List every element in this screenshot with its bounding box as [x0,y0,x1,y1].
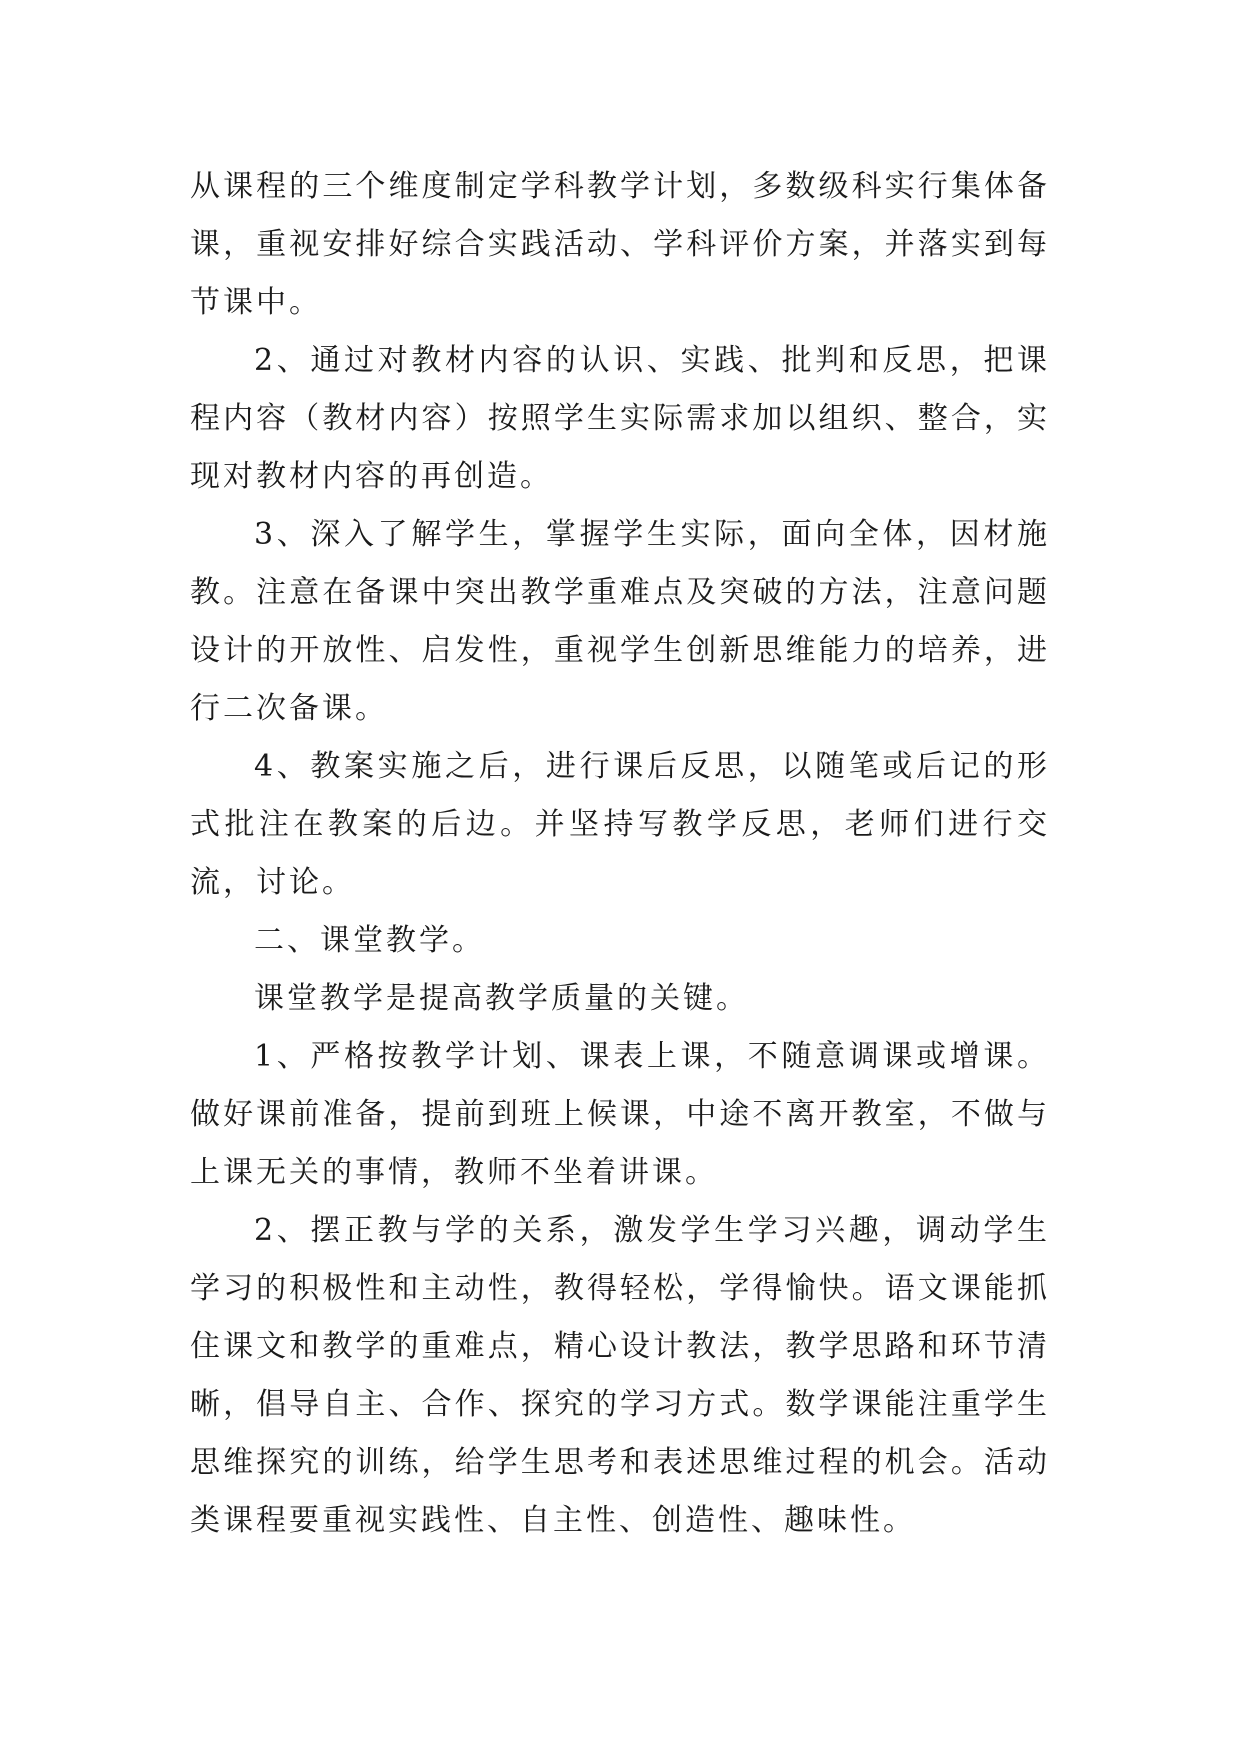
paragraph-item-1: 1、严格按教学计划、课表上课，不随意调课或增课。做好课前准备，提前到班上候课，中途不离开教室，不做与上课无关的事情，教师不坐着讲课。 [190,1039,1050,1190]
paragraph-item-4: 4、教案实施之后，进行课后反思，以随笔或后记的形式批注在教案的后边。并坚持写教学反思，老师们进行交流，讨论。 [190,749,1050,900]
paragraph-continuation: 从课程的三个维度制定学科教学计划，多数级科实行集体备课，重视安排好综合实践活动、学科评价方案，并落实到每节课中。 [190,169,1050,320]
paragraph-item-2: 2、通过对教材内容的认识、实践、批判和反思，把课程内容（教材内容）按照学生实际需求加以组织、整合，实现对教材内容的再创造。 [190,343,1050,494]
section-heading-classroom-teaching: 二、课堂教学。 [254,923,485,958]
paragraph-intro: 课堂教学是提高教学质量的关键。 [254,981,749,1016]
paragraph-item-3: 3、深入了解学生，掌握学生实际，面向全体，因材施教。注意在备课中突出教学重难点及突破的方法，注意问题设计的开放性、启发性，重视学生创新思维能力的培养，进行二次备课。 [190,517,1050,726]
paragraph-item-2-classroom: 2、摆正教与学的关系，激发学生学习兴趣，调动学生学习的积极性和主动性，教得轻松，学得愉快。语文课能抓住课文和教学的重难点，精心设计教法，教学思路和环节清晰，倡导自主、合作、探究的学习方式。数学课能注重学生思维探究的训练，给学生思考和表述思维过程的机会。活动类课程要重视实践性、自主性、创造性、趣味性。 [190,1213,1050,1538]
document-body [190,158,1050,1550]
